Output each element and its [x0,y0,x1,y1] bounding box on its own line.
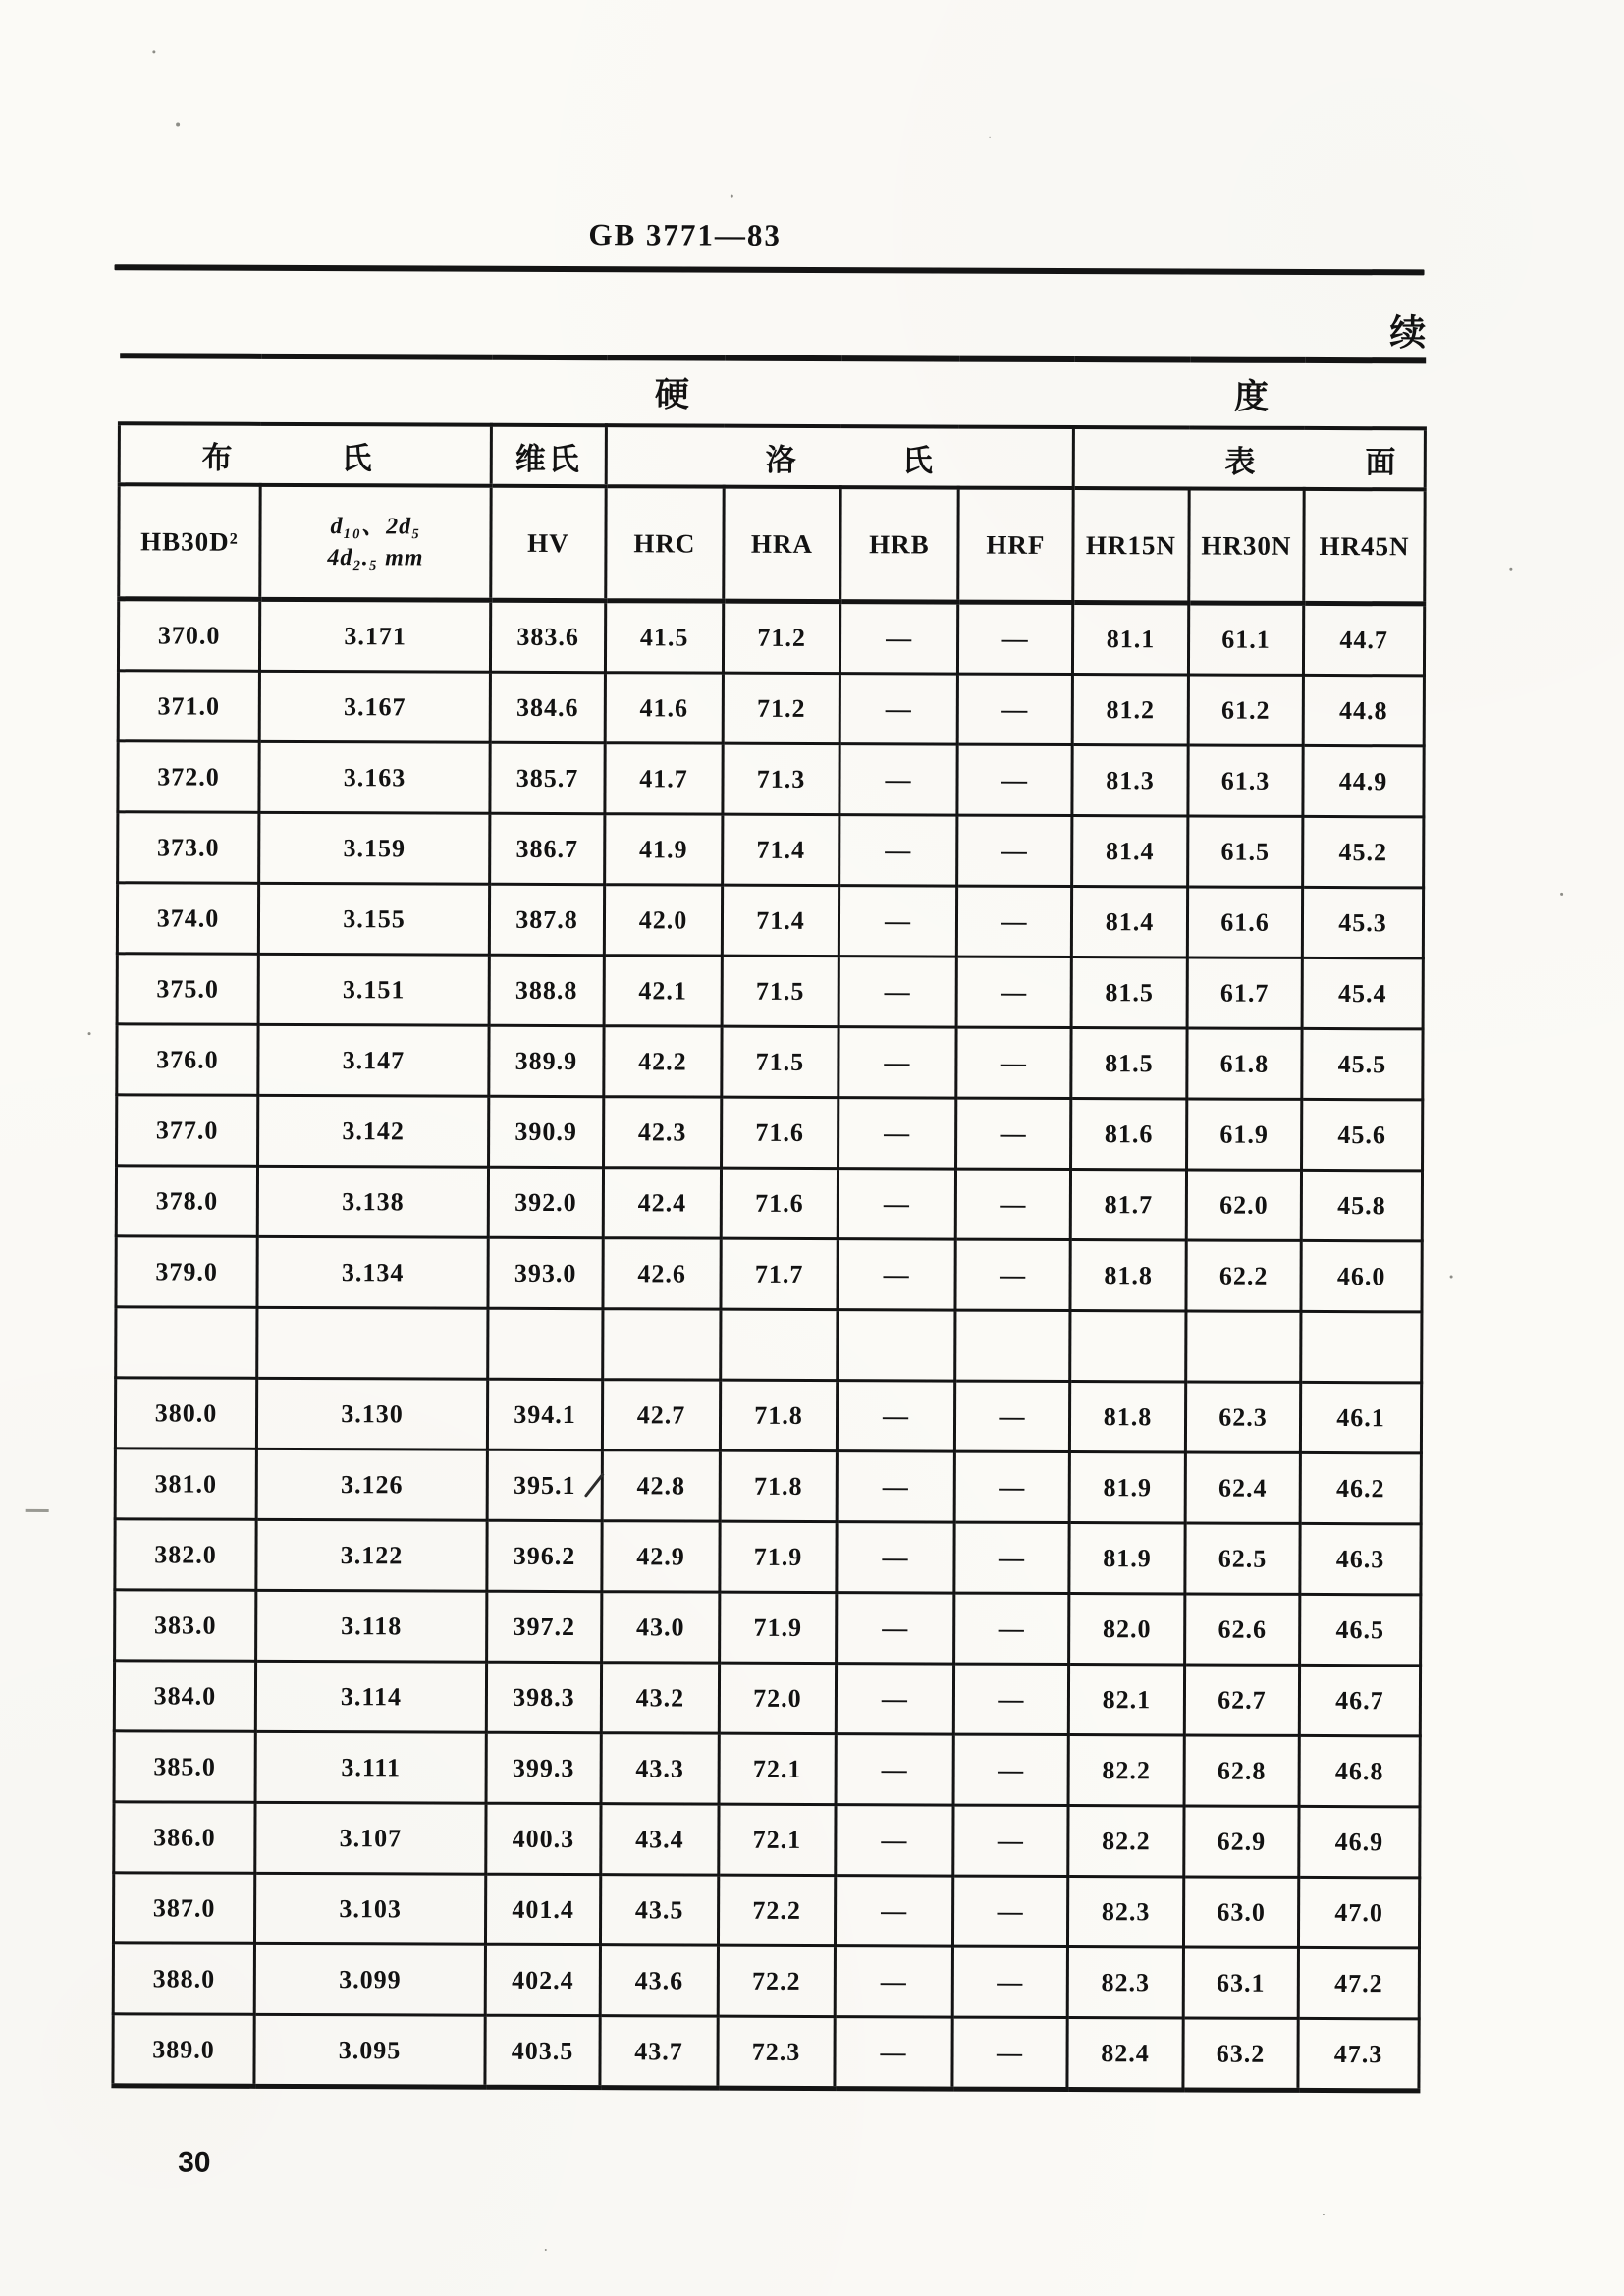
cell-indentation-diameter: 3.095 [254,2014,485,2087]
cell-hra: 71.4 [723,814,839,885]
cell-hb30d2: 386.0 [114,1802,255,1874]
cell-hrb: — [835,1946,952,2017]
cell-hb30d2: 374.0 [117,883,258,955]
col-header-hv: HV [491,486,606,601]
continued-label: 续 [1389,312,1427,354]
cell-hrf: — [953,1805,1068,1876]
cell-hrf: — [954,1451,1069,1522]
cell-hra: 72.2 [718,1945,835,2016]
cell-hr30n: 63.0 [1183,1877,1298,1947]
cell-hr15n: 81.6 [1071,1099,1187,1170]
cell-hv: 389.9 [489,1025,604,1096]
cell-hb30d2: 377.0 [117,1095,258,1167]
scan-speck [1509,568,1512,571]
cell-hv: 402.4 [485,1944,600,2015]
cell-hr45n: 45.4 [1302,957,1423,1028]
cell-hr15n: 81.9 [1069,1523,1185,1594]
cell-hra [721,1309,838,1380]
cell-hrb: — [835,1876,952,1946]
cell-hr15n: 82.2 [1068,1735,1184,1806]
cell-hrb [838,1310,955,1381]
cell-hrc: 42.7 [602,1380,720,1450]
table-row [118,741,1424,817]
cell-hb30d2: 380.0 [115,1378,256,1449]
table-row [113,1943,1419,2019]
cell-hrf: — [956,1098,1071,1169]
cell-hrf: — [955,1169,1070,1239]
scan-speck [88,1032,91,1035]
table-row [114,1802,1420,1878]
cell-hr45n: 47.3 [1298,2018,1419,2090]
cell-indentation-diameter [257,1307,488,1379]
cell-hr45n [1301,1311,1422,1382]
cell-hrc: 41.5 [605,601,723,673]
cell-hv: 393.0 [488,1237,603,1308]
cell-hv: 383.6 [490,600,605,672]
cell-hb30d2: 388.0 [113,1943,254,2015]
cell-hr45n: 45.8 [1301,1170,1422,1240]
cell-hrc: 42.0 [604,885,722,956]
cell-hra: 71.6 [721,1168,838,1238]
table-row [115,1590,1421,1666]
group-rockwell [606,425,1073,488]
cell-hb30d2: 372.0 [118,741,259,813]
cell-hb30d2: 370.0 [118,599,259,672]
standard-code: GB 3771—83 [588,217,783,252]
cell-hra: 71.5 [722,956,839,1026]
cell-hr15n: 81.3 [1072,745,1188,816]
col-header-hr15n: HR15N [1073,488,1189,603]
table-row [113,2014,1419,2091]
cell-hr30n: 62.5 [1185,1523,1300,1594]
scan-speck [1450,1275,1453,1278]
cell-hr45n: 45.2 [1303,816,1424,887]
cell-hr45n: 46.0 [1301,1240,1422,1311]
table-row [116,1166,1422,1241]
cell-hr30n [1186,1311,1301,1382]
cell-hra: 72.2 [718,1875,835,1945]
cell-hr30n: 62.4 [1185,1452,1300,1523]
col-header-hb30d2: HB30D² [119,484,260,599]
cell-hb30d2 [116,1307,257,1379]
cell-hb30d2: 384.0 [114,1661,255,1732]
cell-hr45n: 47.2 [1298,1947,1419,2018]
cell-hr15n: 81.4 [1072,816,1188,887]
cell-hv: 401.4 [485,1874,600,1944]
cell-hr15n: 81.7 [1070,1170,1186,1240]
scan-speck [545,2249,547,2251]
cell-hb30d2: 378.0 [116,1166,257,1237]
cell-hra: 71.3 [723,743,839,814]
cell-hrc: 42.1 [604,956,722,1026]
cell-hr30n: 62.0 [1186,1170,1301,1240]
scan-speck [1560,893,1563,896]
cell-hrb: — [839,957,956,1027]
cell-hra: 72.1 [719,1733,836,1804]
table-row [115,1519,1421,1595]
rockwell-char-left: 洛 [765,442,796,477]
cell-hv: 395.1 [487,1449,602,1520]
cell-hr45n: 46.5 [1300,1594,1421,1665]
surface-char-right: 面 [1365,444,1396,479]
table-row [118,599,1424,676]
cell-hb30d2: 383.0 [115,1590,256,1662]
cell-hrb: — [839,886,956,957]
cell-hrf [955,1310,1070,1381]
cell-hr30n: 61.5 [1188,816,1303,887]
cell-hrf: — [955,1239,1070,1310]
cell-hr15n: 81.5 [1071,957,1187,1028]
cell-indentation-diameter: 3.151 [258,954,489,1025]
cell-hrf: — [952,1876,1067,1946]
cell-hrb: — [838,1239,955,1310]
cell-hv: 398.3 [486,1662,601,1732]
cell-hr45n: 45.5 [1302,1028,1423,1099]
cell-hrc: 42.2 [604,1026,722,1097]
scale-group-row [119,423,1425,489]
cell-indentation-diameter: 3.111 [255,1731,486,1803]
table-row [117,1024,1423,1100]
cell-hrf: — [954,1381,1069,1451]
scan-speck [176,123,180,127]
cell-hr30n: 61.7 [1187,957,1302,1028]
band-hardness [119,355,1425,428]
cell-hrc: 43.4 [601,1804,719,1875]
cell-hrb: — [839,674,957,744]
cell-hrf: — [956,1027,1071,1098]
cell-hv: 385.7 [490,742,605,813]
scan-margin-mark [26,1509,49,1512]
cell-hra: 71.4 [722,885,839,956]
cell-hrc: 43.2 [601,1663,719,1733]
cell-hra: 71.2 [723,673,839,743]
cell-indentation-diameter: 3.122 [256,1519,487,1591]
cell-hrc: 43.0 [602,1592,720,1663]
cell-hrc: 41.6 [605,673,723,743]
cell-indentation-diameter: 3.134 [257,1236,488,1308]
cell-hr15n: 82.2 [1068,1806,1184,1877]
cell-hra: 71.8 [720,1450,837,1521]
cell-hr15n: 81.8 [1069,1382,1185,1452]
cell-hra: 72.1 [719,1804,836,1875]
cell-hrf: — [952,1946,1067,2017]
hardness-conversion-table [111,353,1427,2093]
cell-indentation-diameter: 3.126 [256,1449,487,1520]
table-row [113,1873,1419,1948]
cell-hrf: — [956,957,1071,1027]
cell-hrf: — [957,602,1072,674]
cell-hr45n: 46.1 [1300,1382,1421,1452]
cell-hr15n: 81.2 [1072,675,1188,745]
col-header-hra: HRA [724,487,840,602]
cell-hrc: 42.3 [604,1097,722,1168]
cell-hra: 72.3 [718,2016,835,2088]
cell-hr30n: 63.2 [1183,2018,1298,2090]
cell-hb30d2: 376.0 [117,1024,258,1096]
cell-hrb: — [839,744,957,815]
cell-hr45n: 44.8 [1303,675,1424,745]
table-row [117,1095,1423,1171]
cell-hr15n: 82.4 [1067,2018,1183,2090]
cell-hr45n: 45.3 [1302,887,1423,957]
cell-hrc: 42.8 [602,1450,720,1521]
cell-hrf: — [954,1522,1069,1593]
table-row [115,1378,1421,1453]
column-header-row [119,484,1425,604]
cell-indentation-diameter: 3.118 [256,1590,487,1662]
col-header-indentation-diameter [260,485,491,600]
group-surface [1073,427,1425,489]
cell-hrb: — [839,1098,956,1169]
cell-hv [488,1308,603,1379]
cell-hv: 400.3 [486,1803,601,1874]
top-rule [115,264,1425,275]
cell-hrb: — [839,815,957,886]
group-brinell [119,423,491,485]
hardness-band-row [119,355,1425,428]
cell-hb30d2: 371.0 [118,671,259,742]
cell-hr45n: 46.2 [1300,1452,1421,1523]
cell-hr15n: 82.1 [1068,1665,1184,1735]
cell-hra: 71.8 [720,1380,837,1450]
col-header-hrb: HRB [840,487,958,602]
cell-hrc: 43.5 [600,1875,718,1945]
brinell-char-left: 布 [201,440,233,475]
cell-hr45n: 46.9 [1299,1806,1420,1877]
cell-hrc [603,1309,721,1380]
col-header-hrf: HRF [958,488,1073,603]
cell-hrc: 42.6 [603,1238,721,1309]
cell-hrf: — [953,1734,1068,1805]
cell-hra: 71.7 [721,1238,838,1309]
cell-hrb: — [839,1027,956,1098]
cell-hr30n: 62.7 [1184,1665,1299,1735]
cell-hb30d2: 381.0 [115,1449,256,1520]
cell-hv: 388.8 [489,955,604,1025]
cell-hv: 390.9 [489,1096,604,1167]
cell-indentation-diameter: 3.159 [259,812,490,884]
cell-hr15n: 81.1 [1072,603,1188,675]
cell-hr45n: 46.7 [1299,1665,1420,1735]
cell-hv: 397.2 [487,1591,602,1662]
scan-speck [1323,2214,1325,2215]
cell-hr30n: 62.6 [1185,1594,1300,1665]
cell-hr30n: 61.3 [1188,745,1303,816]
cell-hra: 71.6 [722,1097,839,1168]
col-header-hr45n: HR45N [1304,489,1425,604]
cell-hrc: 41.7 [605,743,723,814]
table-row [115,1449,1421,1524]
vickers-label: 维氏 [514,441,582,476]
cell-hrb: — [837,1593,954,1664]
cell-indentation-diameter: 3.138 [257,1166,488,1237]
col-header-hr30n: HR30N [1189,488,1304,603]
cell-indentation-diameter: 3.163 [259,741,490,813]
table-row [117,883,1423,958]
cell-hrc: 41.9 [605,814,723,885]
rockwell-char-right: 氏 [901,442,933,477]
cell-indentation-diameter: 3.155 [258,883,489,955]
cell-indentation-diameter: 3.099 [254,1943,485,2015]
cell-indentation-diameter: 3.167 [259,671,490,742]
cell-hv: 392.0 [488,1167,603,1237]
cell-hrf: — [954,1593,1069,1664]
cell-hb30d2: 387.0 [113,1873,254,1944]
hardness-char-left: 硬 [654,375,689,414]
cell-hra: 71.9 [720,1521,837,1592]
cell-hr30n: 61.6 [1187,887,1302,957]
group-vickers [491,425,606,486]
cell-hr15n: 82.3 [1067,1947,1183,2018]
cell-hrc: 42.9 [602,1521,720,1592]
cell-hv: 384.6 [490,672,605,742]
table-row [116,1236,1422,1312]
table-body [113,599,1425,2091]
cell-hr30n: 61.8 [1187,1028,1302,1099]
cell-hrc: 42.4 [603,1168,721,1238]
cell-indentation-diameter: 3.130 [256,1378,487,1449]
cell-hrb: — [837,1522,954,1593]
cell-indentation-diameter: 3.107 [255,1802,486,1874]
cell-indentation-diameter: 3.103 [254,1873,485,1944]
hardness-char-right: 度 [1233,377,1270,416]
cell-indentation-diameter: 3.142 [258,1095,489,1167]
cell-hb30d2: 373.0 [118,812,259,884]
cell-hr15n [1070,1311,1186,1382]
table-row [114,1731,1420,1807]
table-row [114,1661,1420,1736]
cell-hr15n: 81.8 [1070,1240,1186,1311]
cell-hr45n: 46.3 [1300,1523,1421,1594]
cell-hrf: — [953,1664,1068,1734]
cell-hv: 403.5 [485,2015,600,2087]
cell-hrf: — [956,886,1071,957]
cell-hr30n: 61.9 [1187,1099,1302,1170]
cell-hrb: — [839,602,957,674]
cell-indentation-diameter: 3.147 [258,1024,489,1096]
cell-hrb: — [836,1734,953,1805]
table-row [118,671,1424,746]
scan-speck [152,50,155,53]
col-header-d-line2: 4d₂.₅ mm [327,545,424,572]
cell-hr30n: 62.3 [1185,1382,1300,1452]
cell-hrf: — [957,744,1072,815]
cell-hr30n: 61.1 [1188,603,1303,675]
cell-hrc: 43.7 [600,2016,718,2088]
cell-hra: 71.2 [723,601,839,673]
cell-hb30d2: 385.0 [114,1731,255,1803]
table-head [119,355,1426,604]
col-header-hrc: HRC [606,486,724,601]
cell-hb30d2: 375.0 [117,954,258,1025]
cell-indentation-diameter: 3.171 [259,599,490,672]
cell-hr45n: 44.7 [1303,603,1424,675]
cell-hv: 399.3 [486,1732,601,1803]
cell-hb30d2: 379.0 [116,1236,257,1308]
cell-hr30n: 62.8 [1184,1735,1299,1806]
cell-hr45n: 47.0 [1298,1877,1419,1947]
cell-hrf: — [952,2017,1067,2089]
table-row [117,954,1423,1029]
cell-hrf: — [957,815,1072,886]
cell-hrb: — [836,1805,953,1876]
cell-hr15n: 82.3 [1067,1877,1183,1947]
cell-hr15n: 81.9 [1069,1452,1185,1523]
cell-hv: 387.8 [489,884,604,955]
cell-hr45n: 44.9 [1303,745,1424,816]
cell-hrb: — [836,1664,953,1734]
cell-hrc: 43.3 [601,1733,719,1804]
surface-char-left: 表 [1224,444,1256,479]
cell-hrc: 43.6 [600,1945,718,2016]
cell-hv: 386.7 [490,813,605,884]
cell-hr15n: 82.0 [1069,1594,1185,1665]
cell-hrb: — [837,1381,954,1451]
cell-hr30n: 61.2 [1188,675,1303,745]
cell-hr15n: 81.5 [1071,1028,1187,1099]
cell-hrb: — [837,1451,954,1522]
page-number: 30 [178,2146,211,2179]
cell-hr15n: 81.4 [1071,887,1187,957]
table-row [116,1307,1422,1383]
cell-hrb: — [838,1169,955,1239]
table-row [118,812,1424,888]
cell-hrb: — [835,2017,952,2089]
cell-hrf: — [957,674,1072,744]
cell-hb30d2: 389.0 [113,2014,254,2087]
cell-hr30n: 62.2 [1186,1240,1301,1311]
cell-hb30d2: 382.0 [115,1519,256,1591]
cell-hv: 394.1 [487,1379,602,1449]
brinell-char-right: 氏 [341,440,372,475]
cell-hv: 396.2 [487,1520,602,1591]
cell-hra: 71.9 [720,1592,837,1663]
scan-speck [989,137,991,138]
scan-speck [731,195,733,198]
cell-hra: 72.0 [719,1663,836,1733]
cell-hr30n: 63.1 [1183,1947,1298,2018]
cell-hr30n: 62.9 [1184,1806,1299,1877]
cell-hra: 71.5 [722,1026,839,1097]
cell-hr45n: 46.8 [1299,1735,1420,1806]
cell-hr45n: 45.6 [1302,1099,1423,1170]
col-header-d-line1: d₁₀、2d₅ [330,513,421,540]
cell-indentation-diameter: 3.114 [255,1661,486,1732]
